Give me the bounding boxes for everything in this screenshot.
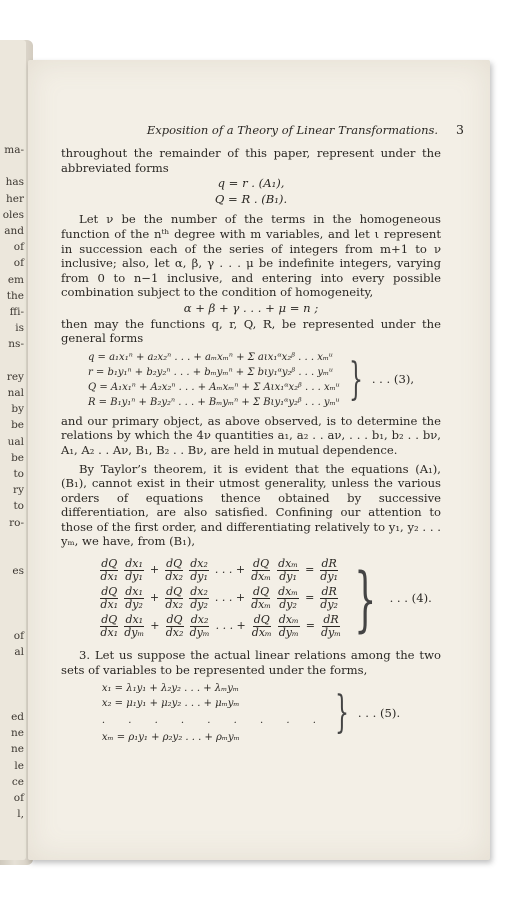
previous-page-fragment: of (13, 241, 24, 254)
previous-page-fragment: rey (6, 370, 24, 383)
paragraph-2: Let ν be the number of the terms in the homogeneous function of the nᵗʰ degree with m variables, and let ι represent in succession each of the series of integers from m+1 to ν inclusive; also, let α, β, γ . . . μ be indefinite integers, varying from 0 to n−1 inclusive, and entering into every possible combination subject to the condition of homogeneity, (61, 212, 441, 300)
paragraph-3: then may the functions q, r, Q, R, be represented under the general forms (61, 316, 441, 346)
fraction: $\frac{dQ}{\text{dx₂}}$ (165, 613, 184, 640)
previous-page-fragment: ry (13, 484, 24, 497)
fraction: $\frac{dQ}{\text{dxₘ}}$ (251, 613, 272, 640)
fraction: $\frac{\text{dxₘ}}{\text{dyₘ}}$ (278, 613, 299, 640)
previous-page-fragment: to (13, 500, 24, 513)
equation-tag-5: . . . (5). (357, 705, 401, 720)
previous-page-fragment: ual (7, 435, 24, 448)
previous-page-fragment: ns- (8, 338, 24, 351)
form-r: r = b₁y₁ⁿ + b₂y₂ⁿ . . . + bₘyₘⁿ + Σ bιy₁ᵅy₂ᵝ . . . yₘᵘ (87, 366, 334, 378)
fraction: $\frac{dQ}{\text{dx₁}}$ (100, 557, 119, 584)
previous-page-fragment: nal (7, 387, 24, 399)
previous-page-fragment: ne (11, 727, 24, 740)
equation-A1: q = r . (A₁), (217, 176, 285, 191)
paragraph-4: and our primary object, as above observed, is to determine the relations by which the 4ν quantities a₁, a₂ . . aν, . . . b₁, b₂ . . bν, A₁, A₂ . . Aν, B₁, B₂ . . Bν, are held in mutual dependence. (61, 413, 441, 457)
equation-tag-4: . . . (4). (389, 591, 432, 606)
page-body (61, 146, 441, 749)
previous-page-fragment: l, (17, 808, 24, 821)
derivative-row (100, 614, 341, 639)
previous-page-fragment: has (5, 176, 24, 189)
previous-page-fragment: by (11, 403, 24, 416)
previous-page-fragment: to (13, 468, 24, 480)
general-forms-block (61, 350, 441, 410)
previous-page-fragment: oles (2, 208, 24, 221)
fraction: $\frac{dQ}{\text{dxₘ}}$ (251, 557, 272, 584)
ellipsis-plus: . . . + (214, 563, 246, 577)
equation-B1: Q = R . (B₁). (214, 191, 288, 206)
linear-x1: x₁ = λ₁y₁ + λ₂y₂ . . . + λₘyₘ (101, 683, 240, 695)
form-Q: Q = A₁x₁ⁿ + A₂x₂ⁿ . . . + Aₘxₘⁿ + Σ Aιx₁ᵅx₂ᵝ . . . xₘᵘ (87, 381, 340, 393)
fraction: $\frac{dR}{\text{dyₘ}}$ (321, 613, 342, 640)
linear-dots: . . . . . . . . . (101, 715, 326, 727)
fraction: $\frac{dR}{\text{dy₁}}$ (320, 557, 338, 584)
linear-xm: xₘ = ρ₁y₁ + ρ₂y₂ . . . + ρₘyₘ (101, 732, 240, 744)
plus-sign: + (149, 563, 160, 577)
previous-page-fragment: be (11, 419, 24, 432)
fraction: $\frac{dQ}{\text{dx₂}}$ (165, 557, 183, 584)
book-page (28, 60, 490, 860)
previous-page-fragment: ne (11, 743, 24, 756)
previous-page-fragment: be (11, 451, 24, 464)
ellipsis-plus: . . . + (214, 591, 246, 605)
previous-page-fragment: ffi- (9, 306, 24, 318)
previous-page-fragment: le (14, 759, 24, 772)
previous-page-fragment: of (13, 792, 24, 804)
right-brace: } (348, 353, 363, 405)
fraction: $\frac{\text{dx₁}}{\text{dy₂}}$ (125, 585, 143, 612)
derivative-row (100, 586, 341, 611)
fraction: $\frac{\text{dx₁}}{\text{dyₘ}}$ (124, 613, 145, 640)
fraction: $\frac{\text{dxₘ}}{\text{dy₁}}$ (278, 557, 299, 584)
fraction: $\frac{dQ}{\text{dx₁}}$ (100, 585, 119, 612)
fraction: $\frac{dQ}{\text{dx₁}}$ (100, 613, 119, 640)
previous-page-fragment: al (14, 646, 24, 659)
previous-page-fragment: em (7, 273, 24, 286)
right-brace: } (334, 687, 349, 739)
previous-page-fragment: of (13, 630, 24, 642)
fraction: $\frac{\text{dx₂}}{\text{dyₘ}}$ (189, 613, 210, 640)
running-header (28, 122, 490, 137)
fraction: $\frac{\text{dx₂}}{\text{dy₁}}$ (190, 557, 208, 584)
header-title: Exposition of a Theory of Linear Transformations. (146, 123, 439, 137)
previous-page-fragment: ma- (4, 144, 24, 156)
paragraph-1: throughout the remainder of this paper, represent under the abbreviated forms (61, 146, 441, 175)
homogeneity-equation: α + β + γ . . . + μ = n ; (183, 300, 319, 315)
equals-sign: = (305, 563, 315, 577)
previous-page-fragment: ed (11, 711, 24, 723)
previous-page-fragment: is (15, 322, 24, 335)
fraction: $\frac{dQ}{\text{dx₂}}$ (165, 585, 183, 612)
equals-sign: = (305, 619, 315, 633)
fraction: $\frac{\text{dxₘ}}{\text{dy₂}}$ (278, 585, 299, 612)
previous-page-edge (0, 40, 26, 860)
fraction: $\frac{\text{dx₁}}{\text{dy₁}}$ (125, 557, 143, 584)
previous-page-fragment: the (6, 289, 24, 302)
previous-page-fragment: of (13, 257, 24, 270)
page-number: 3 (456, 122, 464, 137)
fraction: $\frac{\text{dx₂}}{\text{dy₂}}$ (190, 585, 208, 612)
derivative-row (100, 558, 341, 583)
linear-relations-block (61, 681, 441, 745)
previous-page-fragment: and (4, 225, 24, 237)
previous-page-fragment: ro- (9, 516, 24, 529)
previous-page-fragment: es (12, 565, 24, 578)
paragraph-6: 3. Let us suppose the actual linear relations among the two sets of variables to be represented under the forms, (61, 648, 441, 677)
linear-x2: x₂ = μ₁y₁ + μ₂y₂ . . . + μₘyₘ (101, 698, 240, 710)
plus-sign: + (150, 619, 160, 633)
paragraph-5: By Taylor’s theorem, it is evident that the equations (A₁), (B₁), cannot exist in their utmost generality, unless the various orders of equations thence obtained by successive differentiation, are also satisfied. Confining our attention to those of the first order, and differentiating relatively to y₁, y₂ . . . yₘ, we have, from (B₁), (61, 461, 441, 549)
fraction: $\frac{dQ}{\text{dxₘ}}$ (251, 585, 272, 612)
right-brace: } (354, 557, 377, 640)
previous-page-fragment: her (6, 192, 24, 205)
ellipsis-plus: . . . + (215, 619, 246, 633)
plus-sign: + (149, 591, 160, 605)
form-q: q = a₁x₁ⁿ + a₂x₂ⁿ . . . + aₘxₘⁿ + Σ aιx₁ᵅx₂ᵝ . . . xₘᵘ (87, 351, 333, 363)
fraction: $\frac{dR}{\text{dy₂}}$ (320, 585, 338, 612)
form-R: R = B₁y₁ⁿ + B₂y₂ⁿ . . . + Bₘyₘⁿ + Σ Bιy₁ᵅy₂ᵝ . . . yₘᵘ (87, 396, 340, 408)
equation-tag-3: . . . (3), (371, 372, 415, 387)
derivative-equations (91, 555, 441, 642)
equals-sign: = (305, 591, 315, 605)
previous-page-fragment: ce (11, 775, 24, 788)
